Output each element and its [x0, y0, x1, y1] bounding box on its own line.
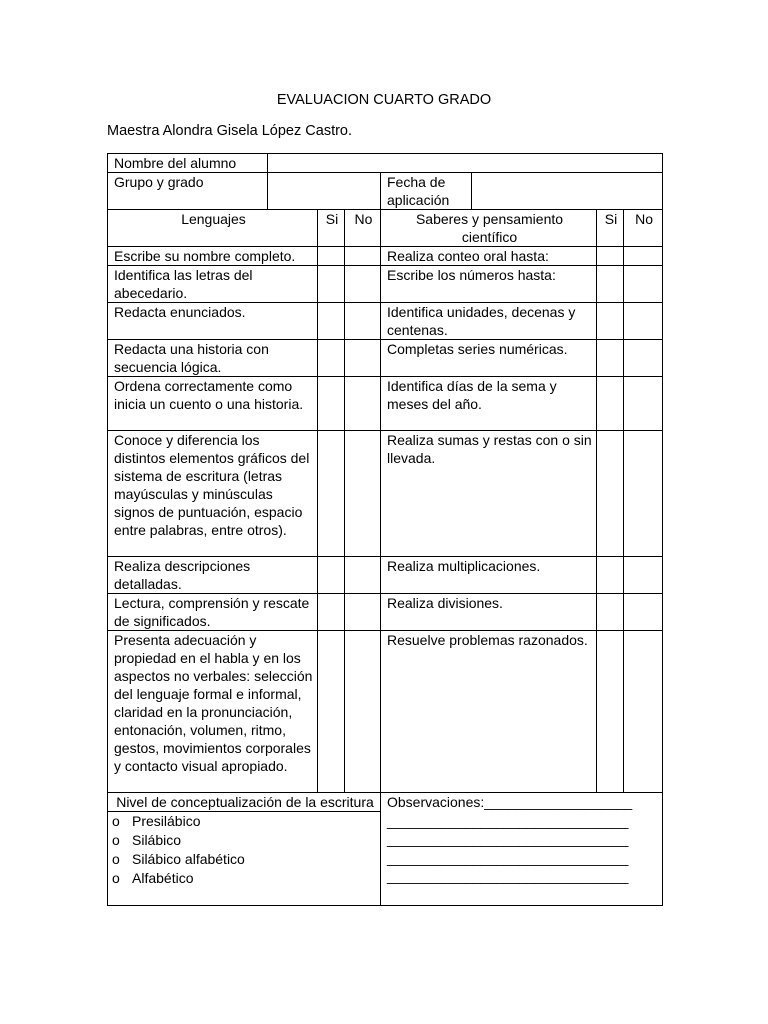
no-check-cell[interactable] [624, 247, 663, 266]
yes-check-cell[interactable] [318, 377, 345, 431]
saberes-item: Identifica días de la sema y meses del año. [381, 377, 597, 431]
no-check-cell[interactable] [624, 340, 663, 377]
no-check-cell[interactable] [624, 377, 663, 431]
bullet-icon: o [112, 870, 120, 886]
application-date-field[interactable] [472, 173, 663, 210]
bullet-icon: o [112, 813, 120, 829]
no-check-cell[interactable] [624, 266, 663, 303]
lenguajes-item: Ordena correctamente como inicia un cuento o una historia. [108, 377, 318, 431]
no-check-cell[interactable] [345, 377, 381, 431]
observaciones-line: _______________________________ [387, 868, 629, 884]
no-check-cell[interactable] [345, 247, 381, 266]
lenguajes-item: Lectura, comprensión y rescate de significados. [108, 594, 318, 631]
yes-check-cell[interactable] [318, 340, 345, 377]
no-check-cell[interactable] [624, 303, 663, 340]
yes-header-right: Si [597, 210, 624, 247]
bullet-icon: o [112, 851, 120, 867]
no-check-cell[interactable] [624, 594, 663, 631]
group-grade-label: Grupo y grado [108, 173, 268, 210]
yes-header-left: Si [318, 210, 345, 247]
yes-check-cell[interactable] [597, 266, 624, 303]
observaciones-line: _______________________________ [387, 849, 629, 866]
lenguajes-item: Redacta una historia con secuencia lógica. [108, 340, 318, 377]
nivel-option[interactable]: o Alfabético [112, 870, 194, 886]
lenguajes-header: Lenguajes [108, 210, 318, 247]
student-name-label: Nombre del alumno [108, 154, 268, 173]
yes-check-cell[interactable] [318, 303, 345, 340]
lenguajes-item: Conoce y diferencia los distintos elementos gráficos del sistema de escritura (letras mayúsculas y minúsculas signos de puntuación, espacio entre palabras, entre otros). [108, 431, 318, 557]
bullet-icon: o [112, 832, 120, 848]
saberes-item: Escribe los números hasta: [381, 266, 597, 303]
saberes-item: Realiza divisiones. [381, 594, 597, 631]
no-header-left: No [345, 210, 381, 247]
yes-check-cell[interactable] [597, 247, 624, 266]
nivel-conceptualizacion-title: Nivel de conceptualización de la escritura [108, 793, 380, 812]
nivel-option[interactable]: o Silábico [112, 832, 182, 848]
nivel-option[interactable]: o Presilábico [112, 813, 201, 829]
yes-check-cell[interactable] [318, 594, 345, 631]
lenguajes-item: Realiza descripciones detalladas. [108, 557, 318, 594]
group-grade-field[interactable] [268, 173, 381, 210]
yes-check-cell[interactable] [318, 557, 345, 594]
observaciones-line: _______________________________ [387, 831, 629, 847]
observaciones-label: Observaciones:___________________ [387, 794, 633, 810]
yes-check-cell[interactable] [597, 631, 624, 793]
no-check-cell[interactable] [345, 340, 381, 377]
lenguajes-item: Redacta enunciados. [108, 303, 318, 340]
yes-check-cell[interactable] [597, 431, 624, 557]
yes-check-cell[interactable] [597, 557, 624, 594]
saberes-item: Realiza sumas y restas con o sin llevada. [381, 431, 597, 557]
saberes-item: Identifica unidades, decenas y centenas. [381, 303, 597, 340]
no-check-cell[interactable] [345, 631, 381, 793]
observaciones-line: _______________________________ [387, 812, 629, 829]
no-check-cell[interactable] [345, 266, 381, 303]
nivel-conceptualizacion-section [108, 793, 381, 906]
saberes-item: Resuelve problemas razonados. [381, 631, 597, 793]
no-check-cell[interactable] [345, 303, 381, 340]
observaciones-section[interactable] [381, 793, 663, 906]
yes-check-cell[interactable] [318, 247, 345, 266]
saberes-item: Realiza conteo oral hasta: [381, 247, 597, 266]
lenguajes-item: Escribe su nombre completo. [108, 247, 318, 266]
yes-check-cell[interactable] [597, 303, 624, 340]
document-title: EVALUACION CUARTO GRADO [276, 92, 492, 108]
yes-check-cell[interactable] [597, 340, 624, 377]
teacher-name: Maestra Alondra Gisela López Castro. [107, 123, 353, 139]
no-check-cell[interactable] [345, 594, 381, 631]
nivel-options-list [108, 812, 380, 888]
no-check-cell[interactable] [345, 557, 381, 594]
no-check-cell[interactable] [624, 431, 663, 557]
no-check-cell[interactable] [624, 557, 663, 594]
saberes-item: Realiza multiplicaciones. [381, 557, 597, 594]
evaluation-table [107, 153, 663, 906]
no-header-right: No [624, 210, 663, 247]
lenguajes-item: Identifica las letras del abecedario. [108, 266, 318, 303]
nivel-option[interactable]: o Silábico alfabético [112, 851, 245, 867]
no-check-cell[interactable] [345, 431, 381, 557]
lenguajes-item: Presenta adecuación y propiedad en el habla y en los aspectos no verbales: selección del lenguaje formal e informal, claridad en la pronunciación, entonación, volumen, ritmo, gestos, movimientos corporales y contacto visual apropiado. [108, 631, 318, 793]
yes-check-cell[interactable] [597, 594, 624, 631]
yes-check-cell[interactable] [597, 377, 624, 431]
no-check-cell[interactable] [624, 631, 663, 793]
yes-check-cell[interactable] [318, 266, 345, 303]
yes-check-cell[interactable] [318, 631, 345, 793]
saberes-item: Completas series numéricas. [381, 340, 597, 377]
application-date-label: Fecha de aplicación [381, 173, 472, 210]
saberes-header: Saberes y pensamiento científico [381, 210, 597, 247]
yes-check-cell[interactable] [318, 431, 345, 557]
student-name-field[interactable] [268, 154, 663, 173]
